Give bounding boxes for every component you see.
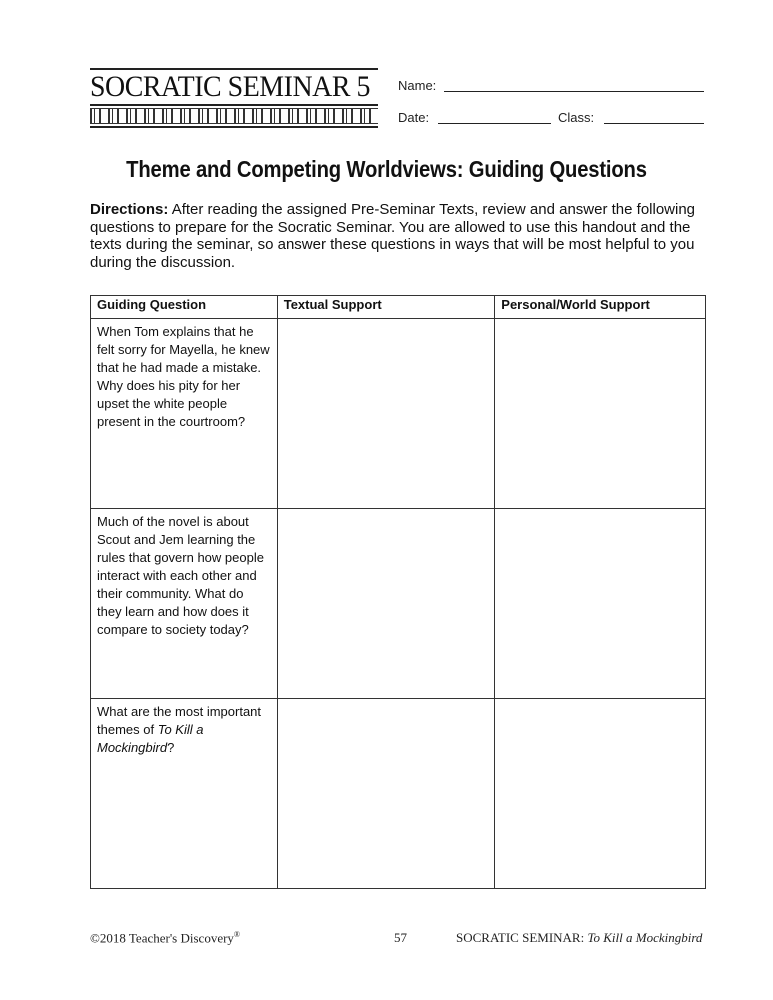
directions-text: After reading the assigned Pre-Seminar Texts, review and answer the following questions to prepare for the Socratic Seminar. You are allowed to use this handout and the texts during the seminar, so answer these questions in ways that will be most helpful to you during the discussion. [90,201,696,271]
series-name: SOCRATIC SEMINAR: [456,930,588,945]
personal-support-cell[interactable] [495,509,706,699]
date-field[interactable] [398,110,429,125]
personal-support-cell[interactable] [495,699,706,889]
name-line[interactable] [444,91,704,92]
date-label: Date: [398,110,430,125]
directions-label: Directions: [90,201,169,218]
socratic-seminar-logo [90,68,378,128]
greek-key-border-icon [90,108,378,124]
series-title [456,930,702,946]
textual-support-cell[interactable] [277,509,495,699]
header-guiding-question: Guiding Question [91,296,278,319]
logo-title: SOCRATIC SEMINAR 5 [90,70,370,103]
directions [90,201,710,271]
table-row [91,699,706,889]
table-row [91,319,706,509]
header-personal-world-support: Personal/World Support [495,296,706,319]
class-label: Class: [558,110,595,125]
copyright [90,930,240,946]
question-cell: When Tom explains that he felt sorry for Mayella, he knew that he had made a mistake. Why does his pity for her upset the white people present in the courtroom? [91,319,278,509]
textual-support-cell[interactable] [277,699,495,889]
name-field[interactable] [398,78,436,93]
date-line[interactable] [438,123,551,124]
question-cell: Much of the novel is about Scout and Jem learning the rules that govern how people interact with each other and their community. What do they learn and how does it compare to society today? [91,509,278,699]
question-end: ? [167,740,175,755]
registered-mark: ® [233,930,240,939]
logo-rule [90,104,378,106]
table-row [91,509,706,699]
logo-rule [90,126,378,128]
book-title: To Kill a Mockingbird [97,722,204,755]
header-textual-support: Textual Support [277,296,495,319]
questions-table [90,295,706,889]
name-label: Name: [398,78,437,93]
question-text: What are the most important themes of [97,704,262,737]
class-line[interactable] [604,123,704,124]
page-number: 57 [394,930,407,945]
class-field[interactable] [558,110,594,125]
footer-book-title: To Kill a Mockingbird [587,930,703,945]
page-title: Theme and Competing Worldviews: Guiding Questions [126,156,647,182]
copyright-text: ©2018 Teacher's Discovery [90,930,234,946]
personal-support-cell[interactable] [495,319,706,509]
question-cell [91,699,278,889]
textual-support-cell[interactable] [277,319,495,509]
table-header-row [91,296,706,319]
